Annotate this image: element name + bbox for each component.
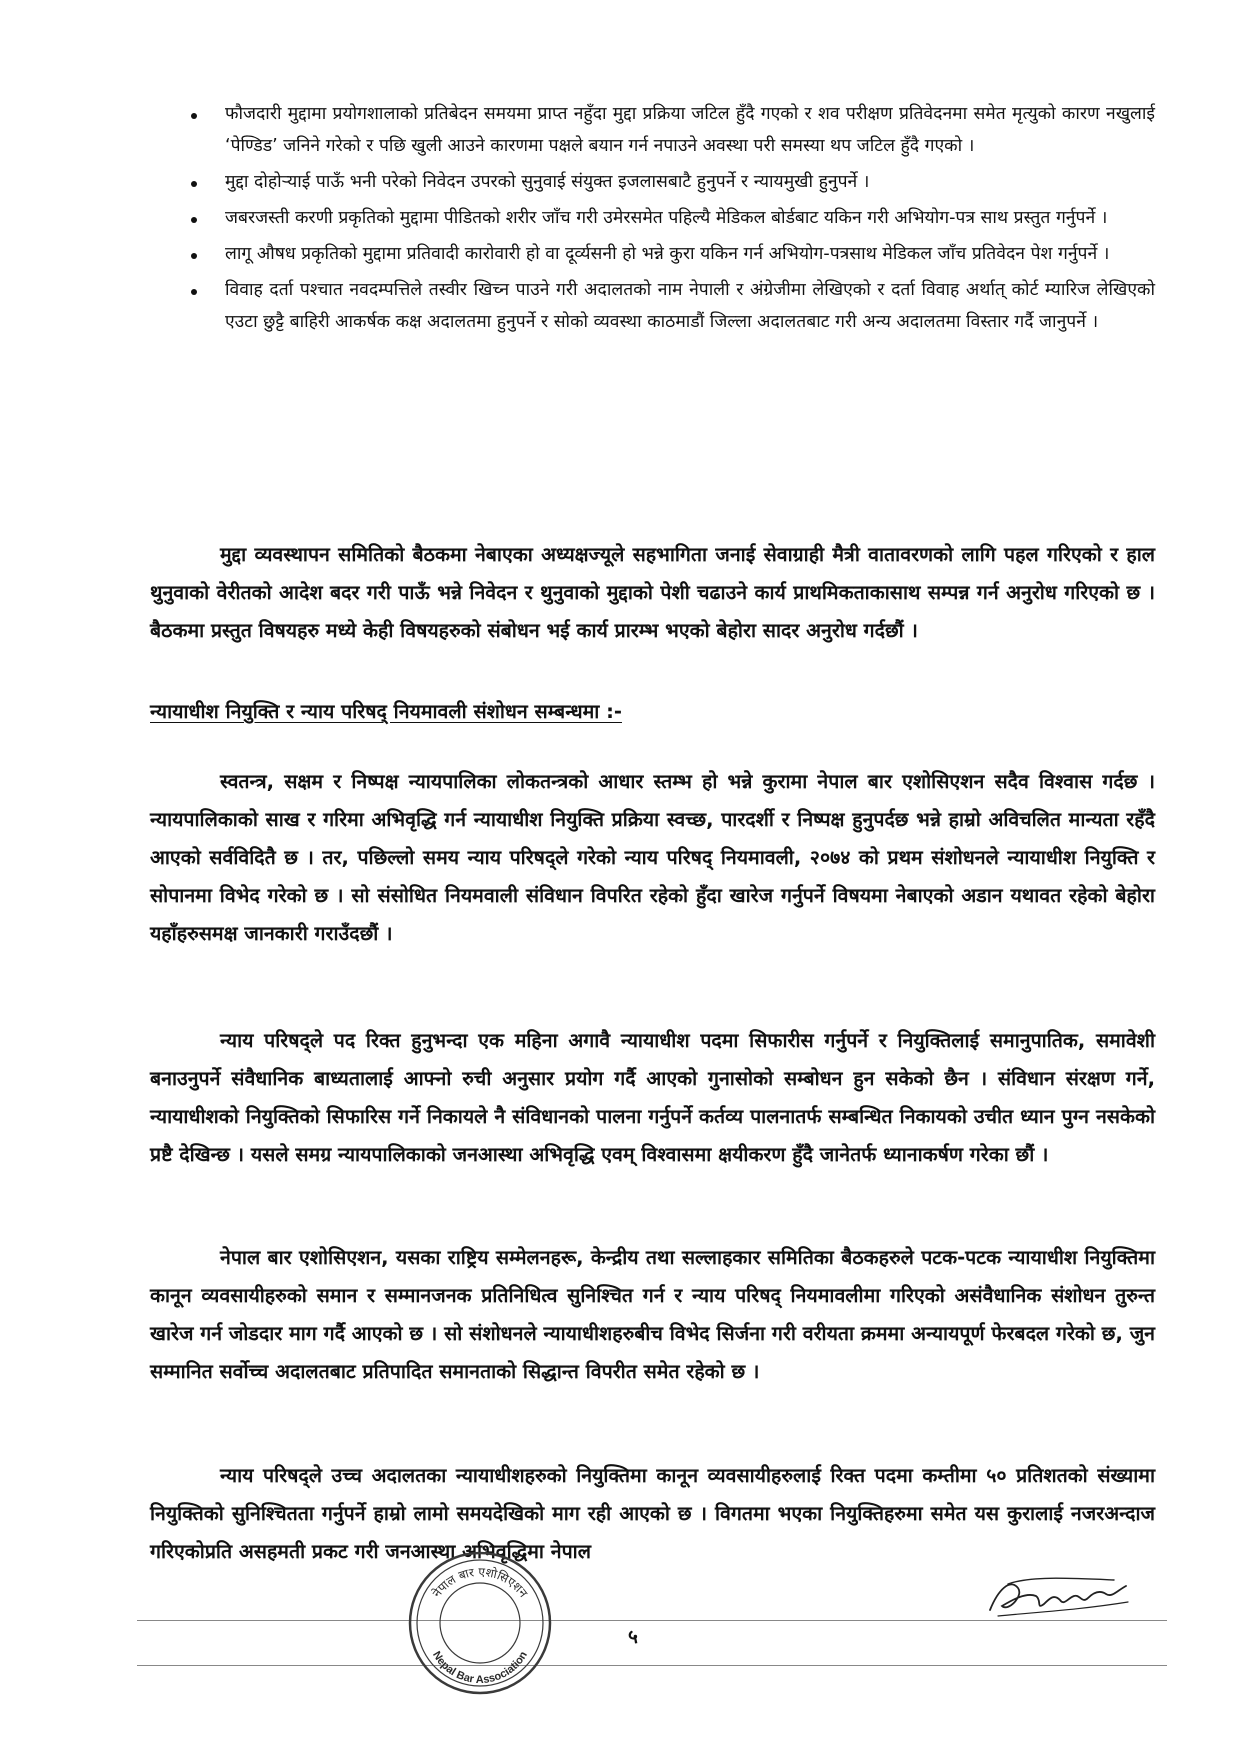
list-item <box>180 202 1155 234</box>
bullet-text: फौजदारी मुद्दामा प्रयोगशालाको प्रतिबेदन समयमा प्राप्त नहुँदा मुद्दा प्रक्रिया जटिल हुँदै गएको र शव परीक्षण प्रतिवेदनमा समेत मृत्युको कारण नखुलाई ‘पेण्डिड’ जनिने गरेको र पछि खुली आउने कारणमा पक्षले बयान गर्न नपाउने अवस्था परी समस्या थप जटिल हुँदै गएको । <box>225 104 1155 156</box>
bullet-icon <box>191 181 197 187</box>
bullet-text: विवाह दर्ता पश्चात नवदम्पत्तिले तस्वीर खिच्न पाउने गरी अदालतको नाम नेपाली र अंग्रेजीमा लेखिएको र दर्ता विवाह अर्थात् कोर्ट म्यारिज लेखिएको एउटा छुट्टै बाहिरी आकर्षक कक्ष अदालतमा हुनुपर्ने र सोको व्यवस्था काठमाडौं जिल्ला अदालतबाट गरी अन्य अदालतमा विस्तार गर्दै जानुपर्ने । <box>225 280 1155 332</box>
list-item <box>180 274 1155 338</box>
page-number: ५ <box>628 1626 638 1648</box>
list-item <box>180 238 1155 270</box>
handwritten-signature <box>978 1560 1138 1630</box>
svg-text:Nepal Bar Association <box>430 1649 530 1686</box>
association-seal-stamp <box>405 1548 555 1698</box>
bullet-icon <box>191 253 197 259</box>
bullet-text: जबरजस्ती करणी प्रकृतिको मुद्दामा पीडितको शरीर जाँच गरी उमेरसमेत पहिल्यै मेडिकल बोर्डबाट यकिन गरी अभियोग-पत्र साथ प्रस्तुत गर्नुपर्ने । <box>225 208 1108 228</box>
section-heading: न्यायाधीश नियुक्ति र न्याय परिषद् नियमावली संशोधन सम्बन्धमा :- <box>150 700 622 723</box>
seal-top-text: नेपाल बार एशोसिएशन <box>429 1564 531 1600</box>
paragraph-judicial-council-recommendation: न्याय परिषद्ले पद रिक्त हुनुभन्दा एक महिना अगावै न्यायाधीश पदमा सिफारीस गर्नुपर्ने र नियुक्तिलाई समानुपातिक, समावेशी बनाउनुपर्ने संवैधानिक बाध्यतालाई आफ्नो रुची अनुसार प्रयोग गर्दै आएको गुनासोको सम्बोधन हुन सकेको छैन । संविधान संरक्षण गर्ने, न्यायाधीशको नियुक्तिको सिफारिस गर्ने निकायले नै संविधानको पालना गर्नुपर्ने कर्तव्य पालनातर्फ सम्बन्धित निकायको उचीत ध्यान पुग्न नसकेको प्रष्टै देखिन्छ । यसले समग्र न्यायपालिकाको जनआस्था अभिवृद्धि एवम् विश्वासमा क्षयीकरण हुँदै जानेतर्फ ध्यानाकर्षण गरेका छौं । <box>150 1028 1155 1166</box>
bullet-icon <box>191 217 197 223</box>
seal-bottom-text: Nepal Bar Association <box>430 1649 530 1687</box>
list-item <box>180 166 1155 198</box>
bullet-list <box>180 98 1155 342</box>
paragraph-high-court-appointments: न्याय परिषद्ले उच्च अदालतका न्यायाधीशहरुको नियुक्तिमा कानून व्यवसायीहरुलाई रिक्त पदमा कम्तीमा ५० प्रतिशतको संख्यामा नियुक्तिको सुनिश्चितता गर्नुपर्ने हाम्रो लामो समयदेखिको माग रही आएको छ । विगतमा भएका नियुक्तिहरुमा समेत यस कुरालाई नजरअन्दाज गरिएकोप्रति असहमती प्रकट गरी जनआस्था अभिवृद्धिमा नेपाल <box>150 1463 1155 1563</box>
paragraph-case-management: मुद्दा व्यवस्थापन समितिको बैठकमा नेबाएका अध्यक्षज्यूले सहभागिता जनाई सेवाग्राही मैत्री वातावरणको लागि पहल गरिएको र हाल थुनुवाको वेरीतको आदेश बदर गरी पाऊँ भन्ने निवेदन र थुनुवाको मुद्दाको पेशी चढाउने कार्य प्राथमिकताकासाथ सम्पन्न गर्न अनुरोध गरिएको छ । बैठकमा प्रस्तुत विषयहरु मध्ये केही विषयहरुको संबोधन भई कार्य प्रारम्भ भएको बेहोरा सादर अनुरोध गर्दछौं । <box>150 542 1155 642</box>
paragraph-independent-judiciary: स्वतन्त्र, सक्षम र निष्पक्ष न्यायपालिका लोकतन्त्रको आधार स्तम्भ हो भन्ने कुरामा नेपाल बार एशोसिएशन सदैव विश्वास गर्दछ । न्यायपालिकाको साख र गरिमा अभिवृद्धि गर्न न्यायाधीश नियुक्ति प्रक्रिया स्वच्छ, पारदर्शी र निष्पक्ष हुनुपर्दछ भन्ने हाम्रो अविचलित मान्यता रहँदै आएको सर्वविदितै छ । तर, पछिल्लो समय न्याय परिषद्ले गरेको न्याय परिषद् नियमावली, २०७४ को प्रथम संशोधनले न्यायाधीश नियुक्ति र सोपानमा विभेद गरेको छ । सो संसोधित नियमवाली संविधान विपरित रहेको हुँदा खारेज गर्नुपर्ने विषयमा नेबाएको अडान यथावत रहेको बेहोरा यहाँहरुसमक्ष जानकारी गराउँदछौं । <box>150 769 1155 945</box>
bullet-text: मुद्दा दोहोऱ्याई पाऊँ भनी परेको निवेदन उपरको सुनुवाई संयुक्त इजलासबाटै हुनुपर्ने र न्यायमुखी हुनुपर्ने । <box>225 172 870 192</box>
bullet-icon <box>191 289 197 295</box>
bullet-icon <box>191 113 197 119</box>
paragraph-bar-association-demand: नेपाल बार एशोसिएशन, यसका राष्ट्रिय सम्मेलनहरू, केन्द्रीय तथा सल्लाहकार समितिका बैठकहरुले पटक-पटक न्यायाधीश नियुक्तिमा कानून व्यवसायीहरुको समान र सम्मानजनक प्रतिनिधित्व सुनिश्चित गर्न र न्याय परिषद् नियमावलीमा गरिएको असंवैधानिक संशोधन तुरुन्त खारेज गर्न जोडदार माग गर्दै आएको छ । सो संशोधनले न्यायाधीशहरुबीच विभेद सिर्जना गरी वरीयता क्रममा अन्यायपूर्ण फेरबदल गरेको छ, जुन सम्मानित सर्वोच्च अदालतबाट प्रतिपादित समानताको सिद्धान्त विपरीत समेत रहेको छ । <box>150 1245 1155 1383</box>
footer-divider-bottom <box>137 1665 1167 1666</box>
list-item <box>180 98 1155 162</box>
bullet-text: लागू औषध प्रकृतिको मुद्दामा प्रतिवादी कारोवारी हो वा दूर्व्यसनी हो भन्ने कुरा यकिन गर्न अभियोग-पत्रसाथ मेडिकल जाँच प्रतिवेदन पेश गर्नुपर्ने । <box>225 244 1110 264</box>
